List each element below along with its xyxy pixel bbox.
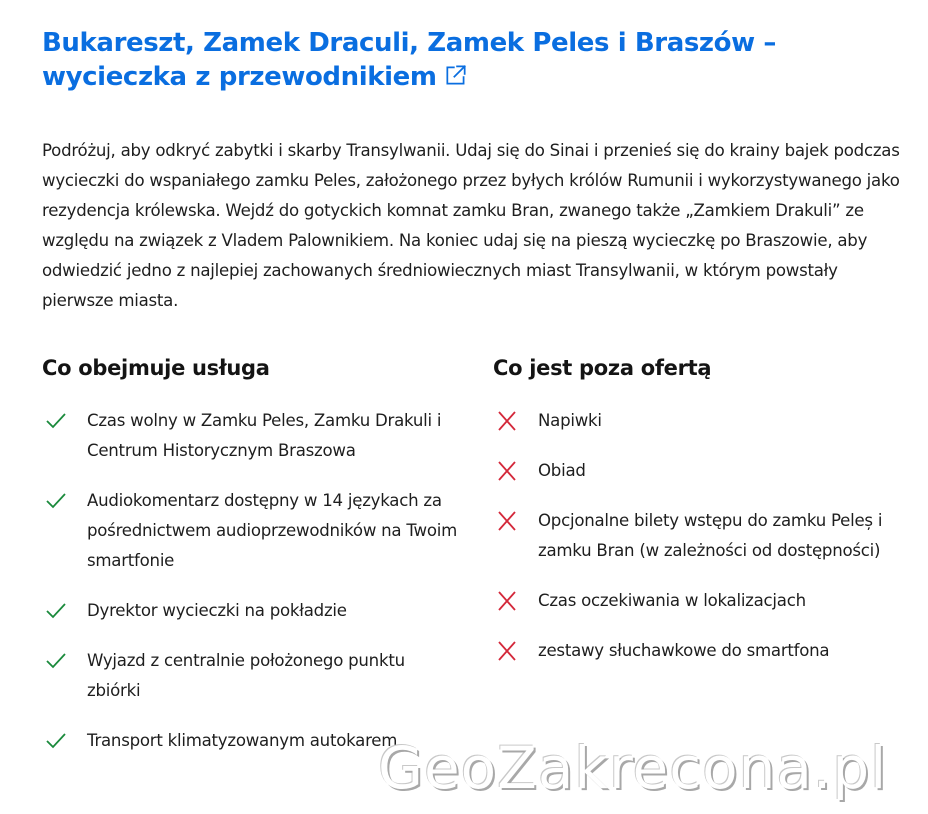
tour-title-link[interactable] xyxy=(42,28,776,92)
tour-detail-page xyxy=(42,26,902,750)
checkmark-icon xyxy=(44,651,68,671)
included-item xyxy=(42,486,462,576)
excluded-item-text: Czas oczekiwania w lokalizacjach xyxy=(538,591,806,610)
excluded-item-text: Obiad xyxy=(538,461,586,480)
included-item-text: Audiokomentarz dostępny w 14 językach za pośrednictwem audioprzewodników na Twoim smartfonie xyxy=(87,491,458,570)
tour-description: Podróżuj, aby odkryć zabytki i skarby Transylwanii. Udaj się do Sinai i przenieś się do krainy bajek podczas wycieczki do wspaniałego zamku Peles, założonego przez byłych królów Rumunii i wykorzystywanego jako rezydencja królewska. Wejdź do gotyckich komnat zamku Bran, zwanego także „Zamkiem Drakuli” ze względu na związek z Vladem Palownikiem. Na koniec udaj się na pieszą wycieczkę po Braszowie, aby odwiedzić jedno z najlepiej zachowanych średniowiecznych miast Transylwanii, w którym powstały pierwsze miasta. xyxy=(42,141,900,310)
included-item-text: Wyjazd z centralnie położonego punktu zbiórki xyxy=(87,651,405,700)
included-list xyxy=(42,406,462,756)
watermark: GeoZakrecona.pl xyxy=(378,734,888,802)
excluded-item xyxy=(493,586,893,616)
included-item xyxy=(42,646,462,706)
included-item xyxy=(42,726,462,756)
tour-title-text: Bukareszt, Zamek Draculi, Zamek Peles i Braszów – wycieczka z przewodnikiem xyxy=(42,28,776,92)
included-item xyxy=(42,406,462,466)
checkmark-icon xyxy=(44,731,68,751)
included-item-text: Dyrektor wycieczki na pokładzie xyxy=(87,601,347,620)
cross-icon xyxy=(495,641,519,661)
checkmark-icon xyxy=(44,491,68,511)
cross-icon xyxy=(495,511,519,531)
included-item-text: Czas wolny w Zamku Peles, Zamku Drakuli i Centrum Historycznym Braszowa xyxy=(87,411,442,460)
included-item xyxy=(42,596,462,626)
checkmark-icon xyxy=(44,601,68,621)
checkmark-icon xyxy=(44,411,68,431)
excluded-list xyxy=(493,406,893,666)
page-title xyxy=(42,26,902,94)
external-link-icon[interactable] xyxy=(443,62,469,88)
excluded-heading: Co jest poza ofertą xyxy=(493,356,712,380)
excluded-item-text: Opcjonalne bilety wstępu do zamku Peleș i zamku Bran (w zależności od dostępności) xyxy=(538,511,883,560)
excluded-item xyxy=(493,456,893,486)
excluded-item xyxy=(493,406,893,436)
cross-icon xyxy=(495,461,519,481)
excluded-column xyxy=(493,350,893,686)
excluded-item-text: Napiwki xyxy=(538,411,602,430)
excluded-item xyxy=(493,636,893,666)
excluded-item xyxy=(493,506,893,566)
cross-icon xyxy=(495,591,519,611)
excluded-item-text: zestawy słuchawkowe do smartfona xyxy=(538,641,830,660)
included-item-text: Transport klimatyzowanym autokarem xyxy=(87,731,398,750)
included-column xyxy=(42,350,462,776)
cross-icon xyxy=(495,411,519,431)
included-heading: Co obejmuje usługa xyxy=(42,356,270,380)
